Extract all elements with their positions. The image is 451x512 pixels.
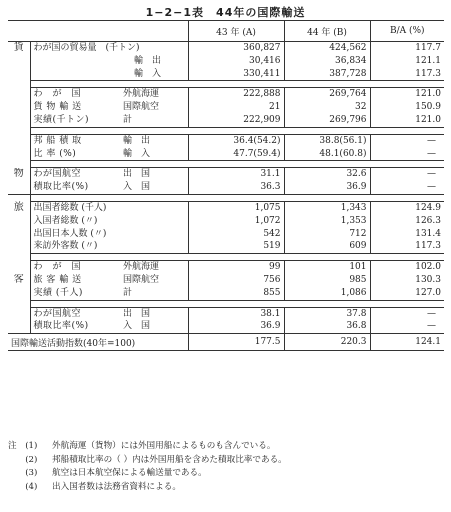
row-label: 貨 物 輸 送 <box>33 102 82 113</box>
table-row <box>8 261 444 274</box>
category-cell <box>8 320 30 333</box>
row-sublabel: 出 国 <box>120 168 188 181</box>
total-ratio: 124.1 <box>370 334 444 351</box>
row-label: 積取比率(%) <box>30 320 120 333</box>
category-label: 物 <box>13 168 24 180</box>
value-43: 30,416 <box>188 55 284 68</box>
value-43: 1,075 <box>188 201 284 214</box>
value-43: 36.4(54.2) <box>188 134 284 147</box>
row-sublabel: 輸 入 <box>120 68 188 81</box>
row-label: 比 率 (%) <box>30 148 120 161</box>
spacer-cell <box>8 161 30 168</box>
value-ratio: 121.1 <box>370 55 444 68</box>
spacer-cell <box>8 194 30 201</box>
table-row <box>8 274 444 287</box>
table-row <box>8 68 444 81</box>
table-row <box>8 88 444 101</box>
spacer-row <box>8 300 444 307</box>
row-sublabel: 計 <box>120 287 188 300</box>
row-label: わ が 国 <box>30 88 120 101</box>
spacer-cell <box>30 161 444 168</box>
row-sublabel: 入 国 <box>120 320 188 333</box>
table-row <box>8 228 444 241</box>
category-cell <box>8 55 30 68</box>
value-44: 101 <box>284 261 370 274</box>
row-label: 積取比率(%) <box>30 181 120 194</box>
row-sublabel: 輸 出 <box>120 55 188 68</box>
table-row <box>8 215 444 228</box>
value-ratio: 117.7 <box>370 42 444 55</box>
value-44: 985 <box>284 274 370 287</box>
value-ratio: 126.3 <box>370 215 444 228</box>
row-sublabel: 輸 入 <box>120 148 188 161</box>
value-ratio: 117.3 <box>370 68 444 81</box>
spacer-cell <box>30 254 444 261</box>
row-label: 入国者総数 (〃) <box>30 215 188 228</box>
value-43: 21 <box>188 101 284 114</box>
value-44: 48.1(60.8) <box>284 148 370 161</box>
notes <box>8 440 287 494</box>
row-sublabel: 入 国 <box>120 181 188 194</box>
spacer-row <box>8 127 444 134</box>
value-43: 222,888 <box>188 88 284 101</box>
spacer-row <box>8 254 444 261</box>
value-44: 36.8 <box>284 320 370 333</box>
category-cell <box>8 215 30 228</box>
header-44: 44 年 (B) <box>284 21 370 42</box>
spacer-cell <box>30 194 444 201</box>
table-row <box>8 307 444 320</box>
total-44: 220.3 <box>284 334 370 351</box>
value-ratio: 121.0 <box>370 88 444 101</box>
value-ratio: 150.9 <box>370 101 444 114</box>
category-label: 貨 <box>13 42 24 53</box>
note-2: (2) 邦船積取比率の（ ）内は外国用船を含めた積取比率である。 <box>8 454 287 465</box>
category-cell <box>8 42 30 55</box>
row-label: 実績(千トン) <box>30 114 120 127</box>
transport-table <box>8 20 444 351</box>
value-44: 36,834 <box>284 55 370 68</box>
category-cell <box>8 181 30 194</box>
value-44: 1,343 <box>284 201 370 214</box>
category-cell <box>8 240 30 253</box>
category-cell <box>8 101 30 114</box>
row-sublabel: 国際航空 <box>120 101 188 114</box>
value-44: 609 <box>284 240 370 253</box>
category-cell <box>8 307 30 320</box>
row-label: 旅 客 輸 送 <box>33 274 82 285</box>
category-cell <box>8 274 30 287</box>
value-ratio: 127.0 <box>370 287 444 300</box>
row-label: わが国航空 <box>30 307 120 320</box>
value-ratio: — <box>370 181 444 194</box>
value-43: 31.1 <box>188 168 284 181</box>
row-sublabel: 計 <box>120 114 188 127</box>
value-ratio: 131.4 <box>370 228 444 241</box>
note-4: (4) 出入国者数は法務省資料による。 <box>8 481 181 492</box>
spacer-cell <box>8 254 30 261</box>
spacer-cell <box>8 81 30 88</box>
category-cell <box>8 168 30 181</box>
row-label: わが国の貿易量 (千トン) <box>30 42 188 55</box>
table-row <box>8 287 444 300</box>
value-43: 36.3 <box>188 181 284 194</box>
table-row <box>8 148 444 161</box>
table-row <box>8 181 444 194</box>
row-label: 出国者総数 (千人) <box>30 201 188 214</box>
category-cell <box>8 201 30 214</box>
category-cell <box>8 134 30 147</box>
category-cell <box>8 261 30 274</box>
header-43: 43 年 (A) <box>188 21 284 42</box>
table-row <box>8 240 444 253</box>
table-row <box>8 320 444 333</box>
value-ratio: — <box>370 148 444 161</box>
value-44: 37.8 <box>284 307 370 320</box>
spacer-cell <box>30 127 444 134</box>
row-sublabel: 外航海運 <box>120 88 188 101</box>
category-label: 旅 <box>13 201 24 213</box>
value-44: 38.8(56.1) <box>284 134 370 147</box>
value-43: 855 <box>188 287 284 300</box>
value-ratio: — <box>370 307 444 320</box>
table-row <box>8 201 444 214</box>
category-cell <box>8 88 30 101</box>
note-1: 注 (1) 外航海運（貨物）には外国用船によるものも含んでいる。 <box>8 441 276 451</box>
row-label: 来訪外客数 (〃) <box>30 240 188 253</box>
value-43: 360,827 <box>188 42 284 55</box>
row-sublabel: 出 国 <box>120 307 188 320</box>
value-ratio: 102.0 <box>370 261 444 274</box>
value-43: 542 <box>188 228 284 241</box>
value-43: 99 <box>188 261 284 274</box>
table-row <box>8 168 444 181</box>
table-row <box>8 55 444 68</box>
row-label: 出国日本人数 (〃) <box>30 228 188 241</box>
note-3: (3) 航空は日本航空保による輸送量である。 <box>8 468 207 478</box>
row-sublabel: 国際航空 <box>120 274 188 287</box>
table-row <box>8 101 444 114</box>
row-sublabel: 輸 出 <box>120 134 188 147</box>
row-label: 邦 船 積 取 <box>30 134 120 147</box>
row-label: わ が 国 <box>30 261 120 274</box>
value-43: 36.9 <box>188 320 284 333</box>
value-44: 1,353 <box>284 215 370 228</box>
value-43: 756 <box>188 274 284 287</box>
row-label <box>30 68 120 81</box>
header-row <box>8 21 444 42</box>
value-ratio: 130.3 <box>370 274 444 287</box>
value-ratio: 121.0 <box>370 114 444 127</box>
table-title: 1−2−1表 44年の国際輸送 <box>145 6 306 19</box>
table-row <box>8 114 444 127</box>
category-label: 客 <box>13 273 24 285</box>
value-43: 330,411 <box>188 68 284 81</box>
value-ratio: 117.3 <box>370 240 444 253</box>
spacer-cell <box>30 300 444 307</box>
category-cell <box>8 114 30 127</box>
value-43: 47.7(59.4) <box>188 148 284 161</box>
value-43: 1,072 <box>188 215 284 228</box>
row-label: わが国航空 <box>30 168 120 181</box>
table-row <box>8 134 444 147</box>
spacer-cell <box>30 81 444 88</box>
value-43: 222,909 <box>188 114 284 127</box>
spacer-cell <box>8 300 30 307</box>
header-ratio: B/A (%) <box>370 21 444 42</box>
category-cell <box>8 148 30 161</box>
value-43: 519 <box>188 240 284 253</box>
value-ratio: — <box>370 134 444 147</box>
table-row <box>8 42 444 55</box>
value-ratio: — <box>370 320 444 333</box>
spacer-row <box>8 81 444 88</box>
value-44: 387,728 <box>284 68 370 81</box>
spacer-row <box>8 161 444 168</box>
spacer-cell <box>8 127 30 134</box>
value-44: 269,764 <box>284 88 370 101</box>
value-43: 38.1 <box>188 307 284 320</box>
value-ratio: 124.9 <box>370 201 444 214</box>
value-44: 712 <box>284 228 370 241</box>
value-44: 32 <box>284 101 370 114</box>
value-44: 32.6 <box>284 168 370 181</box>
spacer-row <box>8 194 444 201</box>
category-cell <box>8 228 30 241</box>
category-cell <box>8 287 30 300</box>
value-44: 424,562 <box>284 42 370 55</box>
row-label: 実績 (千人) <box>30 287 120 300</box>
value-44: 1,086 <box>284 287 370 300</box>
total-43: 177.5 <box>188 334 284 351</box>
total-row <box>8 334 444 351</box>
value-44: 36.9 <box>284 181 370 194</box>
value-44: 269,796 <box>284 114 370 127</box>
category-cell <box>8 68 30 81</box>
value-ratio: — <box>370 168 444 181</box>
row-label <box>30 55 120 68</box>
row-sublabel: 外航海運 <box>120 261 188 274</box>
total-label: 国際輸送活動指数(40年=100) <box>8 334 188 351</box>
